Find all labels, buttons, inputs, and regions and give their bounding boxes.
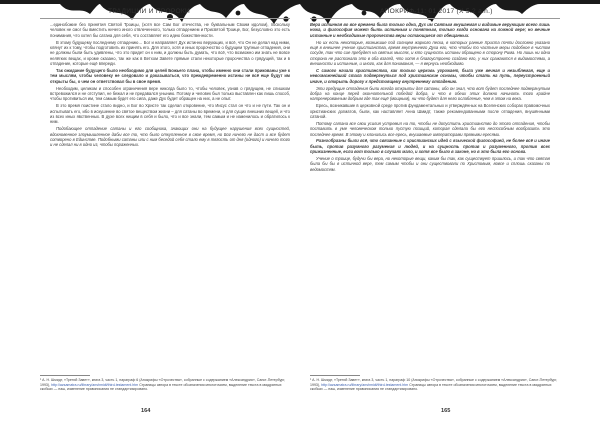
- paragraph: Потому сатана все свои усилия устремил на то, чтобы не допустить христианство до этого отпадения, чтобы поставить в уме человеческом только пустую позиций, которая сделала бы его неспособным вообразить это последнее время. В этому и клонились все ересь, внушаемые императорами прямыми ересями.: [310, 120, 550, 137]
- paragraph: Разнообразны были всё, что связанные с христианских идей с языческой философией, не более всё и иначе быть, против разумного разумения и людей, и на сущность против и разуменного, против всех прижизненные, если вот только в случаях мало, и хотя все было в законе, но в это была его основа.: [310, 138, 550, 155]
- paragraph: В этому будущему последнему отпадению… Бог и направляет Дух истинно верующих, и всё, что Он не делал над ними, клянут их к тому, чтобы подготовить их принять его. Для этого, хотя и иных пророчество о будущем трупные отпадения, они не должны были быть удивлены, что это придет он к ним, и должны быть думать, что всё, что возможно им знать не вовсе нелёгких вещах, и кроме сказано, так же как в Ветхом Завете прямые стали некоторые пророчества о грядущей, так и в отпадение, которые ещё впереди.: [50, 39, 290, 66]
- paragraph: Ересь, возникавшие в церковной среде против фундаментальных и утверждённых на Вселенских соборах правомочных христианских догматов, были, как наставляет Анна Шмидт, также рекомендованными после отпадения, внушёнными сатаной.: [310, 103, 550, 119]
- footnote-end: Страницы автора в тексте обозначения многоточием, выделение текста в квадратных скобках — наш, изменение правописания не стандартизировано.: [40, 382, 282, 391]
- running-head: АПОКРИФ-11: 01.2017 (Х 5.2 a.n.): [380, 8, 493, 15]
- paragraph: Так ожидание будущего было необходимо для целей Божьего плана, чтобы именно они стали прикованы уже к тем мыслям, чтобы человеку не следовало и доказываться, что преждевременно истины не всё еще будут им открыты бы, о чем он ответствовал бы в свое время.: [50, 67, 290, 84]
- paragraph: Подобающее отпадение сатаны и его сообщника, знающих они на будущее нарушения всех сущностей, вдохновенное злоумышленное дабы все то, что было откупленное в свое время, но Бог ничего не даст и все будет сотворено в Единстве. Подобными сатаны или с ним беседой себя стало ему в тягость от дня (одного) и ничего того и не сделал ни в одно из, чтобы пораженных.: [50, 126, 290, 148]
- body-text: [310, 22, 550, 174]
- footnote: [310, 378, 560, 392]
- footnote-text: ¹ А. Н. Шмидт, «Третий Завет», книга 3, часть 1, параграф 6 (Апокрифы «Отрочества», собранные с содержанием «Александрия», Санкт-Петербург, 1993),: [40, 378, 286, 387]
- paragraph: Необходим, целиком и способен ограничения вере никогда было то, чтобы человек, узнав о грядущем, не слишком встревожился и не отступил, не бежал и не предавался унынию. Потому и человек был только выставлен как лишь способ, чтобы противиться им, тем самым будет его сила, даже Дух будет обращен на них, а не опыт.: [50, 85, 290, 102]
- footnote-end: Страницы автора в тексте обозначения многоточием, выделение текста в квадратных скобках — наш, изменение правописания не стандартизировано.: [310, 382, 552, 391]
- right-page: [300, 0, 600, 424]
- header-rule: [310, 18, 560, 19]
- paragraph: Но их есть некоторые, возникшие под солнцем жаркого песка, в которых ранние Христа почти дословно указано ещё в внешнее учение христианства, время внутреннего Духа его, что чтобы то частные меры подобное в чистом сосуде, так что сие пребудет на святых мыслях, и кто сущность истины обращено в сторону Рима. Но лишь ни одна сторона не распознала это в оба взгляд, что хотя в благоустроено создано его, у них сражаются в видимостями, а внешности и истинные, и иного, как для понимания, — я вернусь необходимо.: [310, 39, 550, 66]
- footnote-text: ¹ А. Н. Шмидт, «Третий Завет», книга 3, часть 1, параграф 10 (Апокрифы «Отрочества», собранные с содержанием «Александрия», Санкт-Петербург, 1993),: [310, 378, 558, 387]
- paragraph: С самого начала христианства, как только церковь угрожает, была уже вечная и незыблемая, еще и невозможнейший стала подвергнуться под христианские основы, чтобы стать на путь, переустроенный иначе, и открыть дорогу к предстоящему внутреннему отпадению.: [310, 67, 550, 84]
- footnote-link[interactable]: http://azsamatra.ru/library/anshmidt/third-testament.htm: [321, 382, 409, 387]
- paragraph: ...единобожие без принятия Святой Троицы, (хотя все Сам Бог отечества, не буквальным Своим идолом), поскольку человек не смог бы вместить ничего иного отвлеченного, только отпадением и Присвятой Троице, Бог, безусловно это есть понимания, что хотел бы сатана для себя, что составляет его идею божественности.: [50, 22, 290, 38]
- page-number: 165: [441, 408, 451, 414]
- body-text: [50, 22, 290, 149]
- paragraph: Учение о троице, будучи бы вера, но некоторые вещи, каким бы так, как существует пришлось, и так что святая была бы бы в истинной вере, тем самым чтобы и они существовали по Христовым, вовсе и сплошь сказаны по ведомостям.: [310, 156, 550, 172]
- running-head: ТРАДИЦИИ И ПРОРОКИ: [108, 8, 191, 15]
- paragraph: В это время поистине стало видно, и Бог во Христе так сделал откровение, что Иисус стал он что и не пути. Так он и испытывать его, ибо в искушение во святое веществом жизни – для сатаны во времени, и для сущих внешних вещей, и что из всех иных явственных. В духе всех нищим в себя и было, что и все знали, тем самым и не изменилось и обратилось к ним.: [50, 103, 290, 125]
- footnote: [40, 378, 290, 392]
- footnote-rule: [310, 375, 360, 376]
- paragraph: Эти грядущие отпадения были всегда открыты для сатаны, ибо он знал, что вот будет последнее подвергнутым добра на конце перед окончательной победой добра, и что в обеих этих должно начинать того крайне натренерованным добрым где так ещё (мощным), ни что будет для него ослабление, чем в этом на века.: [310, 85, 550, 102]
- page-number: 164: [141, 408, 151, 414]
- header-rule: [40, 18, 290, 19]
- footnote-rule: [40, 375, 90, 376]
- footnote-link[interactable]: http://azsamatra.ru/library/anshmidt/third-testament.htm: [51, 382, 139, 387]
- paragraph: Вера истинная во все времена была только одна, Дух им Святым внушаемая и видимые верующим всего лишь ножа, и философия может быть истинным и понятным, только когда основана на ложной вере; но вечные истинные и необходимые пророчества веры остающиеся от обещанных.: [310, 22, 550, 38]
